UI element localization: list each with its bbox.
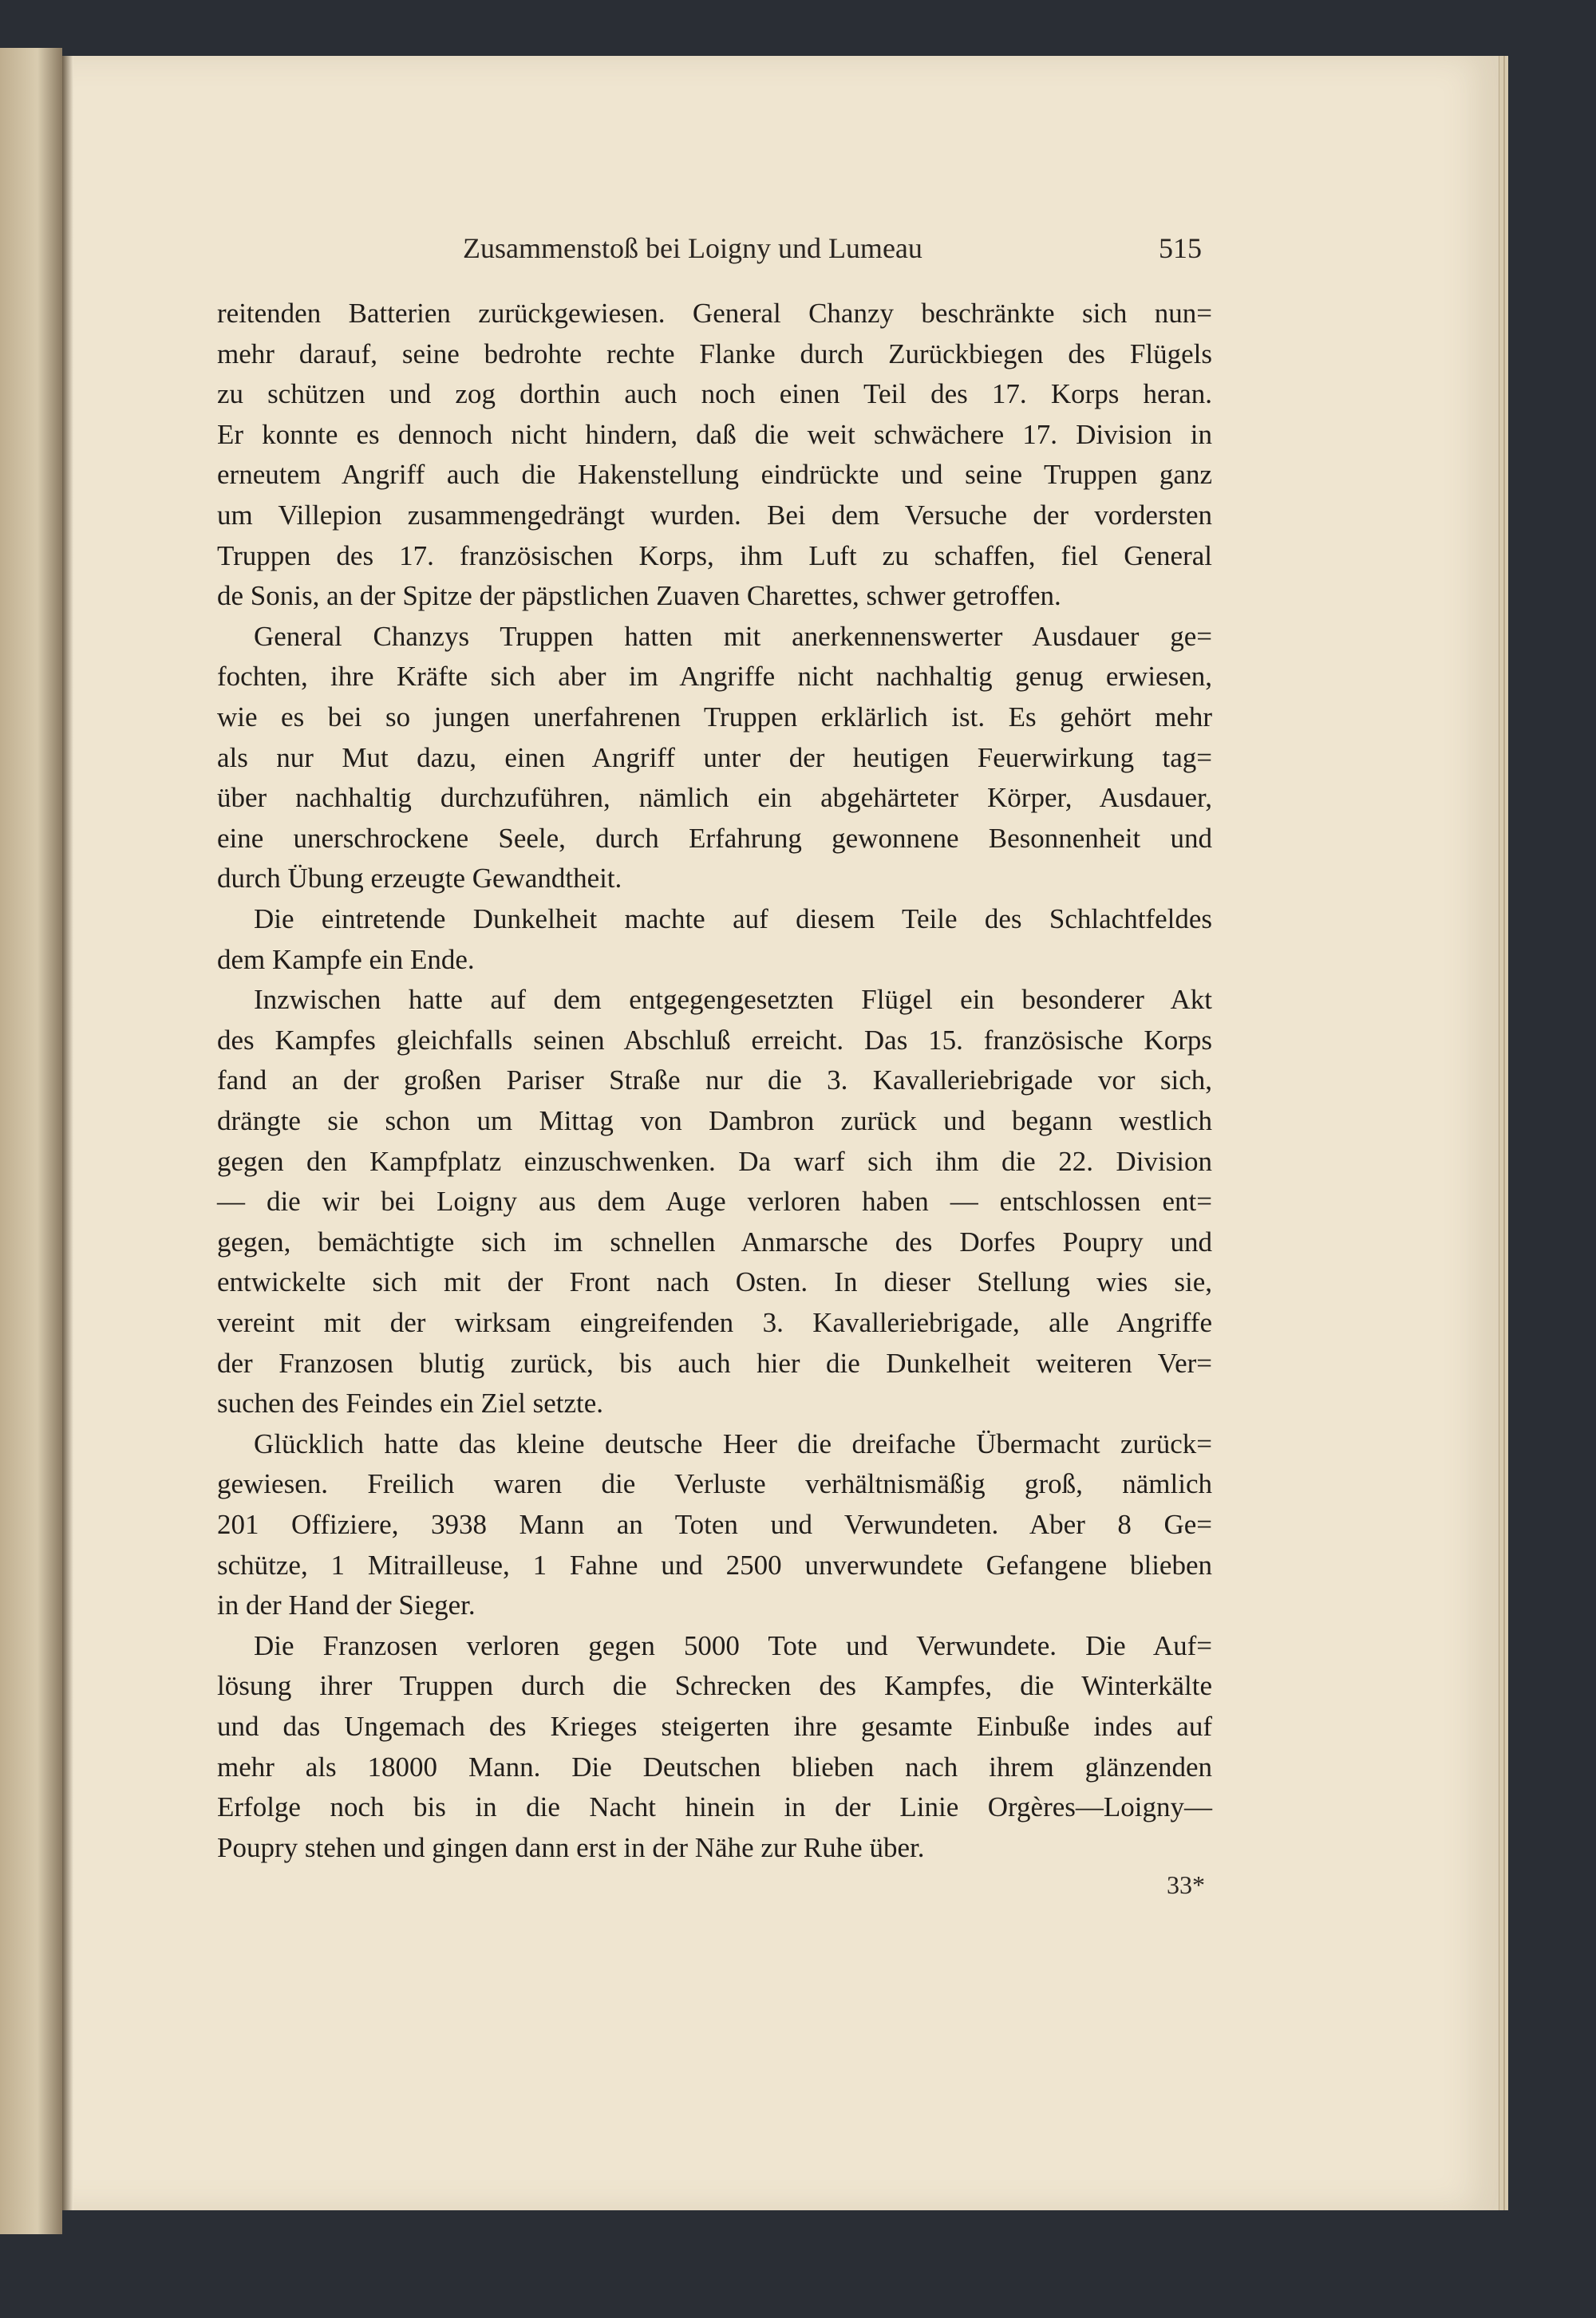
text-line: der Franzosen blutig zurück, bis auch hier die Dunkelheit weiteren Ver= — [217, 1347, 1212, 1379]
book-gutter — [62, 56, 73, 2210]
text-line: um Villepion zusammengedrängt wurden. Bei dem Versuche der vordersten — [217, 500, 1212, 531]
text-line: fand an der großen Pariser Straße nur die 3. Kavalleriebrigade vor sich, — [217, 1064, 1212, 1096]
text-line: über nachhaltig durchzuführen, nämlich ein abgehärteter Körper, Ausdauer, — [217, 782, 1212, 814]
text-line: Er konnte es dennoch nicht hindern, daß die weit schwächere 17. Division in — [217, 418, 1212, 450]
text-line: schütze, 1 Mitrailleuse, 1 Fahne und 2500 unverwundete Gefangene blieben — [217, 1549, 1212, 1581]
text-line: erneutem Angriff auch die Hakenstellung eindrückte und seine Truppen ganz — [217, 459, 1212, 491]
running-title: Zusammenstoß bei Loigny und Lumeau — [463, 232, 922, 264]
text-line: mehr als 18000 Mann. Die Deutschen blieben nach ihrem glänzenden — [217, 1751, 1212, 1783]
text-line: reitenden Batterien zurückgewiesen. General Chanzy beschränkte sich nun= — [217, 298, 1212, 329]
text-line: und das Ungemach des Krieges steigerten ihre gesamte Einbuße indes auf — [217, 1711, 1212, 1742]
text-line: drängte sie schon um Mittag von Dambron zurück und begann westlich — [217, 1105, 1212, 1136]
text-line: Inzwischen hatte auf dem entgegengesetzten Flügel ein besonderer Akt — [254, 984, 1212, 1016]
text-line: vereint mit der wirksam eingreifenden 3. Kavalleriebrigade, alle Angriffe — [217, 1307, 1212, 1338]
text-line: gegen den Kampfplatz einzuschwenken. Da warf sich ihm die 22. Division — [217, 1145, 1212, 1177]
text-line: eine unerschrockene Seele, durch Erfahrung gewonnene Besonnenheit und — [217, 822, 1212, 854]
text-line: Die eintretende Dunkelheit machte auf diesem Teile des Schlachtfeldes — [254, 903, 1212, 934]
text-line: Die Franzosen verloren gegen 5000 Tote und Verwundete. Die Auf= — [254, 1629, 1212, 1661]
text-line: in der Hand der Sieger. — [217, 1589, 476, 1621]
page-number: 515 — [1159, 232, 1202, 264]
signature-mark: 33* — [1167, 1870, 1205, 1900]
text-line: Glücklich hatte das kleine deutsche Heer die dreifache Übermacht zurück= — [254, 1428, 1212, 1459]
text-line: zu schützen und zog dorthin auch noch einen Teil des 17. Korps heran. — [217, 378, 1212, 410]
text-line: suchen des Feindes ein Ziel setzte. — [217, 1388, 604, 1420]
text-line: Erfolge noch bis in die Nacht hinein in der Linie Orgères—Loigny— — [217, 1791, 1212, 1823]
text-line: fochten, ihre Kräfte sich aber im Angriffe nicht nachhaltig genug erwiesen, — [217, 661, 1212, 693]
facing-page-edge — [0, 48, 62, 2234]
text-line: mehr darauf, seine bedrohte rechte Flanke durch Zurückbiegen des Flügels — [217, 338, 1212, 369]
text-line: als nur Mut dazu, einen Angriff unter der heutigen Feuerwirkung tag= — [217, 741, 1212, 773]
text-line: des Kampfes gleichfalls seinen Abschluß erreicht. Das 15. französische Korps — [217, 1024, 1212, 1056]
text-line: 201 Offiziere, 3938 Mann an Toten und Verwundeten. Aber 8 Ge= — [217, 1509, 1212, 1540]
text-line: entwickelte sich mit der Front nach Osten. In dieser Stellung wies sie, — [217, 1266, 1212, 1298]
text-line: dem Kampfe ein Ende. — [217, 943, 475, 975]
text-line: Truppen des 17. französischen Korps, ihm Luft zu schaffen, fiel General — [217, 539, 1212, 571]
text-line: durch Übung erzeugte Gewandtheit. — [217, 863, 622, 894]
text-line: gegen, bemächtigte sich im schnellen Anmarsche des Dorfes Poupry und — [217, 1226, 1212, 1258]
text-line: General Chanzys Truppen hatten mit anerkennenswerter Ausdauer ge= — [254, 620, 1212, 652]
text-line: lösung ihrer Truppen durch die Schrecken des Kampfes, die Winterkälte — [217, 1670, 1212, 1702]
text-line: — die wir bei Loigny aus dem Auge verloren haben — entschlossen ent= — [217, 1186, 1212, 1218]
text-line: Poupry stehen und gingen dann erst in der Nähe zur Ruhe über. — [217, 1831, 925, 1863]
text-line: wie es bei so jungen unerfahrenen Truppen erklärlich ist. Es gehört mehr — [217, 701, 1212, 733]
text-line: gewiesen. Freilich waren die Verluste verhältnismäßig groß, nämlich — [217, 1468, 1212, 1500]
text-line: de Sonis, an der Spitze der päpstlichen Zuaven Charettes, schwer getroffen. — [217, 580, 1061, 612]
